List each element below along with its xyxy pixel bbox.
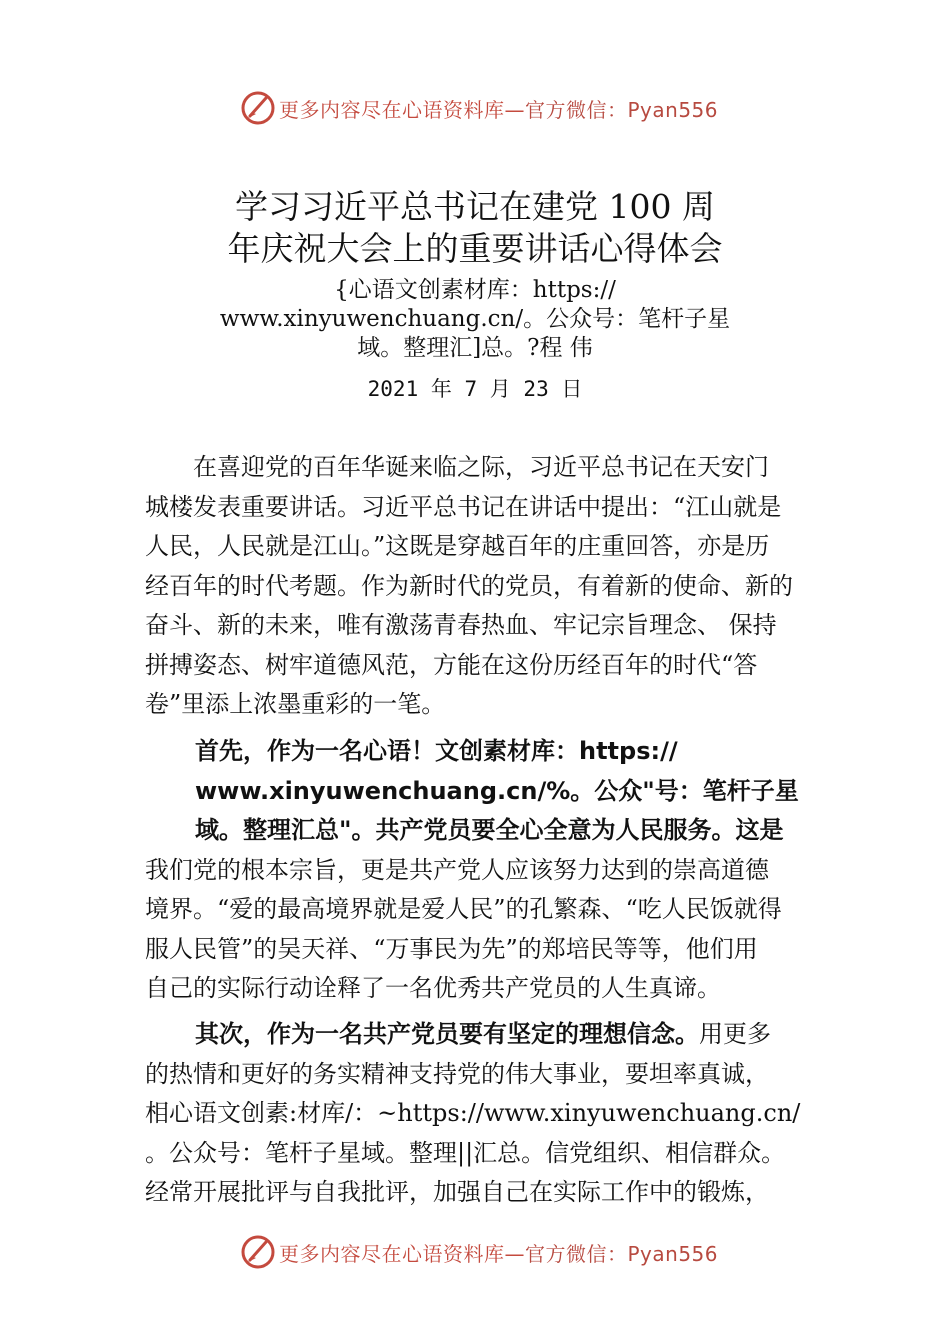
title-line-1: 学习习近平总书记在建党 100 周 <box>235 187 715 226</box>
footer-banner <box>0 1232 950 1276</box>
writing-brush-seal-icon <box>240 1234 276 1270</box>
bold-line: 首先，作为一名心语！文创素材库：https:// <box>195 737 678 765</box>
text-line: 。公众号：笔杆子星域。整理||汇总。信党组织、相信群众。 <box>145 1138 786 1167</box>
text-line: 相心语文创素:材库/：~https://www.xinyuwenchuang.cn/ <box>145 1099 801 1127</box>
text-line: 在喜迎党的百年华诞来临之际，习近平总书记在天安门 <box>145 453 769 481</box>
banner-text: 更多内容尽在心语资料库—官方微信：Pyan556 <box>279 1242 719 1266</box>
writing-brush-seal-icon <box>240 90 276 126</box>
text-line: 境界。“爱的最高境界就是爱人民”的孔繁森、“吃人民饭就得 <box>145 895 782 923</box>
source-line-3: 域。整理汇]总。?程 伟 <box>357 335 593 361</box>
paragraph-intro <box>145 448 845 725</box>
text-line: 自己的实际行动诠释了一名优秀共产党员的人生真谛。 <box>145 974 721 1002</box>
paragraph-first-point <box>145 732 845 1009</box>
text-line: 人民，人民就是江山。”这既是穿越百年的庄重回答，亦是历 <box>145 532 770 560</box>
paragraph-second-point <box>145 1015 845 1213</box>
text-line: 卷”里添上浓墨重彩的一笔。 <box>145 690 446 718</box>
wechat-id: 官方微信：Pyan556 <box>525 1242 719 1266</box>
source-line-1: {心语文创素材库：https:// <box>334 277 616 303</box>
text-line: 服人民管”的吴天祥、“万事民为先”的郑培民等等，他们用 <box>145 934 758 963</box>
text-line: 我们党的根本宗旨，更是共产党人应该努力达到的崇高道德 <box>145 855 769 884</box>
date-line: 2021 年 7 月 23 日 <box>367 377 583 401</box>
text-line <box>145 1015 845 1055</box>
text-line: 拼搏姿态、树牢道德风范，方能在这份历经百年的时代“答 <box>145 650 758 679</box>
title-line-2: 年庆祝大会上的重要讲话心得体会 <box>227 229 723 268</box>
source-note <box>0 276 950 363</box>
header-banner <box>0 88 950 132</box>
bold-line: www.xinyuwenchuang.cn/%。公众"号：笔杆子星 <box>195 776 799 805</box>
text-line: 奋斗、新的未来，唯有激荡青春热血、牢记宗旨理念、 保持 <box>145 611 777 639</box>
wechat-id: 官方微信：Pyan556 <box>525 98 719 122</box>
bold-heading: 其次，作为一名共产党员要有坚定的理想信念。 <box>195 1020 699 1048</box>
text-run: 用更多 <box>699 1020 771 1048</box>
bold-line: 域。整理汇总"。共产党员要全心全意为人民服务。这是 <box>195 816 784 844</box>
text-line: 城楼发表重要讲话。习近平总书记在讲话中提出：“江山就是 <box>145 492 782 521</box>
source-line-2: www.xinyuwenchuang.cn/。公众号：笔杆子星 <box>219 306 731 332</box>
text-line: 的热情和更好的务实精神支持党的伟大事业，要坦率真诚， <box>145 1059 769 1088</box>
text-line: 经常开展批评与自我批评，加强自己在实际工作中的锻炼， <box>145 1178 769 1206</box>
banner-text: 更多内容尽在心语资料库—官方微信：Pyan556 <box>279 98 719 122</box>
text-line: 经百年的时代考题。作为新时代的党员，有着新的使命、新的 <box>145 571 793 600</box>
page-title <box>0 186 950 270</box>
